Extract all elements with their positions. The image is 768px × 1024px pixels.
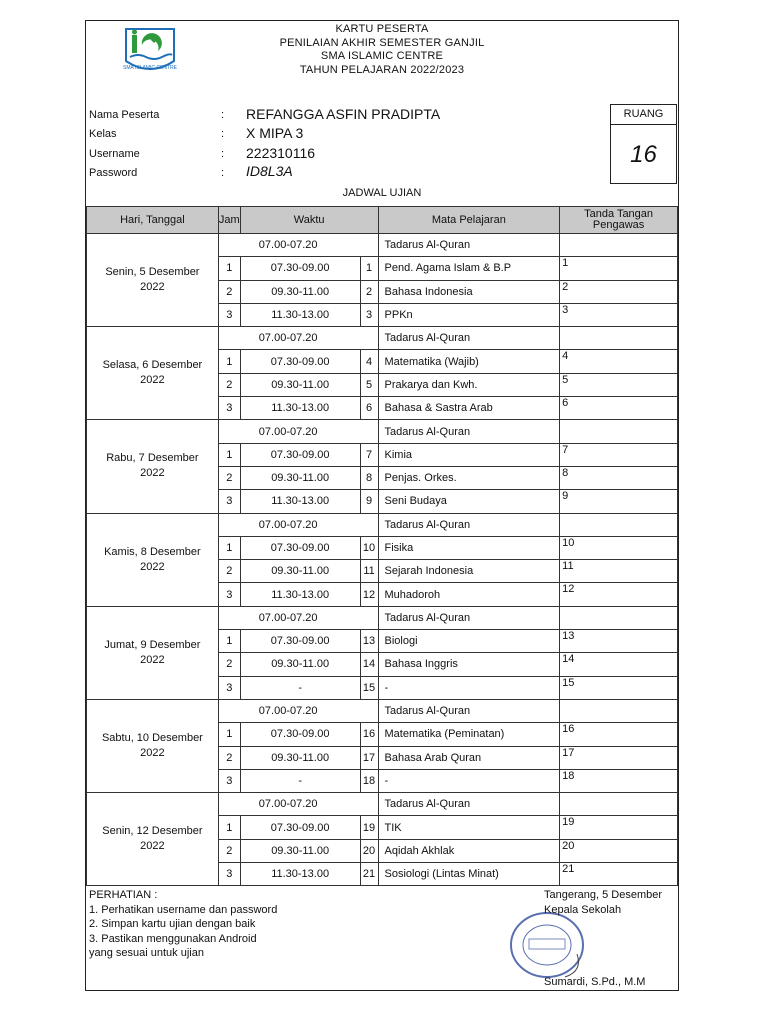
day-date: Rabu, 7 Desember 2022 — [87, 420, 219, 513]
signature-cell: 9 — [560, 490, 678, 513]
signature-cell: 1 — [560, 257, 678, 280]
table-row — [87, 699, 678, 722]
jam-cell: 3 — [218, 769, 240, 792]
col-mapel: Mata Pelajaran — [378, 207, 560, 234]
time-cell: 07.00-07.20 — [218, 606, 378, 629]
card-header — [86, 23, 678, 77]
signature-block — [544, 888, 662, 917]
signature-cell: 18 — [560, 769, 678, 792]
subject-number: 4 — [360, 350, 378, 373]
subject-cell: Matematika (Wajib) — [378, 350, 560, 373]
jam-cell: 3 — [218, 863, 240, 886]
subject-cell: Bahasa Arab Quran — [378, 746, 560, 769]
subject-cell: Seni Budaya — [378, 490, 560, 513]
colon: : — [221, 128, 225, 140]
signature-cell — [560, 513, 678, 536]
signature-cell — [560, 327, 678, 350]
notice — [89, 888, 277, 961]
signature-cell: 13 — [560, 630, 678, 653]
day-date: Jumat, 9 Desember 2022 — [87, 606, 219, 699]
table-row — [87, 606, 678, 629]
time-cell: 11.30-13.00 — [240, 397, 360, 420]
signature-cell: 6 — [560, 397, 678, 420]
notice-title: PERHATIAN : — [89, 889, 158, 901]
subject-number: 20 — [360, 839, 378, 862]
subject-number: 10 — [360, 536, 378, 559]
col-jam: Jam — [218, 207, 240, 234]
password-label: Password — [89, 167, 138, 179]
signature-cell: 12 — [560, 583, 678, 606]
password-row — [89, 163, 293, 179]
signature-cell: 7 — [560, 443, 678, 466]
subject-number: 11 — [360, 560, 378, 583]
subject-cell: Fisika — [378, 536, 560, 559]
subject-cell: Tadarus Al-Quran — [378, 699, 560, 722]
place-date: Tangerang, 5 Desember — [544, 889, 663, 901]
class-row — [89, 125, 304, 141]
subject-number: 9 — [360, 490, 378, 513]
schedule-table — [86, 206, 678, 886]
subject-cell: Sosiologi (Lintas Minat) — [378, 863, 560, 886]
time-cell: 07.00-07.20 — [218, 234, 378, 257]
signature-cell: 14 — [560, 653, 678, 676]
table-row — [87, 513, 678, 536]
colon: : — [221, 109, 225, 121]
signature-cell: 10 — [560, 536, 678, 559]
subject-number: 8 — [360, 466, 378, 489]
student-class: X MIPA 3 — [246, 125, 304, 141]
signature-cell: 8 — [560, 466, 678, 489]
subject-cell: TIK — [378, 816, 560, 839]
position: Kepala Sekolah — [544, 903, 622, 916]
time-cell: 09.30-11.00 — [240, 839, 360, 862]
day-date: Sabtu, 10 Desember 2022 — [87, 699, 219, 792]
time-cell: 11.30-13.00 — [240, 303, 360, 326]
subject-cell: Muhadoroh — [378, 583, 560, 606]
time-cell: 09.30-11.00 — [240, 373, 360, 396]
time-cell: 07.30-09.00 — [240, 443, 360, 466]
time-cell: - — [240, 769, 360, 792]
colon: : — [221, 148, 225, 160]
subject-cell: - — [378, 676, 560, 699]
subject-cell: Prakarya dan Kwh. — [378, 373, 560, 396]
table-row — [87, 793, 678, 816]
room-box — [610, 104, 677, 184]
col-ttd: Tanda Tangan Pengawas — [560, 207, 678, 234]
signature-cell — [560, 699, 678, 722]
subject-number: 2 — [360, 280, 378, 303]
subject-cell: Bahasa Inggris — [378, 653, 560, 676]
time-cell: 07.30-09.00 — [240, 257, 360, 280]
subject-cell: - — [378, 769, 560, 792]
jam-cell: 3 — [218, 490, 240, 513]
time-cell: 11.30-13.00 — [240, 490, 360, 513]
subject-cell: Biologi — [378, 630, 560, 653]
signature-cell: 5 — [560, 373, 678, 396]
subject-cell: Tadarus Al-Quran — [378, 606, 560, 629]
time-cell: 09.30-11.00 — [240, 280, 360, 303]
signature-cell: 21 — [560, 863, 678, 886]
time-cell: 09.30-11.00 — [240, 746, 360, 769]
subject-cell: Tadarus Al-Quran — [378, 420, 560, 443]
signature-cell: 2 — [560, 280, 678, 303]
header-year: TAHUN PELAJARAN 2022/2023 — [299, 63, 465, 76]
subject-number: 18 — [360, 769, 378, 792]
signer-name: Sumardi, S.Pd., M.M — [544, 976, 646, 988]
jam-cell: 1 — [218, 443, 240, 466]
time-cell: 11.30-13.00 — [240, 583, 360, 606]
subject-number: 19 — [360, 816, 378, 839]
class-label: Kelas — [89, 128, 117, 140]
time-cell: 07.00-07.20 — [218, 420, 378, 443]
time-cell: 07.30-09.00 — [240, 350, 360, 373]
exam-card — [85, 20, 679, 991]
subject-cell: Kimia — [378, 443, 560, 466]
subject-number: 5 — [360, 373, 378, 396]
signature-cell: 4 — [560, 350, 678, 373]
jam-cell: 3 — [218, 676, 240, 699]
subject-number: 1 — [360, 257, 378, 280]
table-row — [87, 234, 678, 257]
subject-number: 17 — [360, 746, 378, 769]
signature-cell: 11 — [560, 560, 678, 583]
notice-line: 3. Pastikan menggunakan Android — [89, 932, 257, 945]
subject-cell: Matematika (Peminatan) — [378, 723, 560, 746]
jam-cell: 1 — [218, 723, 240, 746]
day-date: Selasa, 6 Desember 2022 — [87, 327, 219, 420]
jam-cell: 2 — [218, 466, 240, 489]
signature-cell: 17 — [560, 746, 678, 769]
jam-cell: 3 — [218, 397, 240, 420]
time-cell: 11.30-13.00 — [240, 863, 360, 886]
jam-cell: 2 — [218, 746, 240, 769]
col-day: Hari, Tanggal — [87, 207, 219, 234]
signature-cell — [560, 793, 678, 816]
username-label: Username — [89, 148, 140, 160]
student-password: ID8L3A — [246, 163, 293, 179]
jam-cell: 2 — [218, 653, 240, 676]
subject-cell: Tadarus Al-Quran — [378, 327, 560, 350]
room-number: 16 — [630, 141, 657, 168]
subject-number: 6 — [360, 397, 378, 420]
subject-number: 13 — [360, 630, 378, 653]
subject-cell: Bahasa & Sastra Arab — [378, 397, 560, 420]
day-date: Senin, 12 Desember 2022 — [87, 793, 219, 886]
username-row — [89, 145, 316, 161]
subject-cell: Sejarah Indonesia — [378, 560, 560, 583]
schedule-title: JADWAL UJIAN — [342, 187, 422, 199]
notice-line: 2. Simpan kartu ujian dengan baik — [89, 918, 256, 930]
notice-line: 1. Perhatikan username dan password — [89, 903, 278, 916]
subject-number: 12 — [360, 583, 378, 606]
notice-line: yang sesuai untuk ujian — [89, 947, 204, 959]
signature-cell — [560, 234, 678, 257]
header-title: KARTU PESERTA — [335, 23, 429, 35]
colon: : — [221, 167, 225, 179]
time-cell: 07.30-09.00 — [240, 630, 360, 653]
signature-cell: 15 — [560, 676, 678, 699]
jam-cell: 1 — [218, 350, 240, 373]
subject-cell: Bahasa Indonesia — [378, 280, 560, 303]
jam-cell: 2 — [218, 839, 240, 862]
jam-cell: 1 — [218, 536, 240, 559]
school-stamp — [507, 909, 587, 981]
day-date: Senin, 5 Desember 2022 — [87, 234, 219, 327]
table-row — [87, 420, 678, 443]
table-row — [87, 327, 678, 350]
subject-cell: Tadarus Al-Quran — [378, 234, 560, 257]
subject-cell: Pend. Agama Islam & B.P — [378, 257, 560, 280]
svg-text:SMA ISLAMIC CENTRE: SMA ISLAMIC CENTRE — [123, 65, 177, 71]
jam-cell: 1 — [218, 816, 240, 839]
day-date: Kamis, 8 Desember 2022 — [87, 513, 219, 606]
time-cell: 07.00-07.20 — [218, 513, 378, 536]
room-label: RUANG — [611, 105, 676, 125]
time-cell: 07.30-09.00 — [240, 536, 360, 559]
signature-cell: 19 — [560, 816, 678, 839]
jam-cell: 2 — [218, 373, 240, 396]
student-name: REFANGGA ASFIN PRADIPTA — [246, 106, 441, 122]
subject-number: 3 — [360, 303, 378, 326]
header-exam: PENILAIAN AKHIR SEMESTER GANJIL — [279, 36, 485, 49]
time-cell: 07.00-07.20 — [218, 793, 378, 816]
jam-cell: 1 — [218, 257, 240, 280]
time-cell: 07.00-07.20 — [218, 699, 378, 722]
subject-number: 16 — [360, 723, 378, 746]
time-cell: 07.30-09.00 — [240, 723, 360, 746]
time-cell: 09.30-11.00 — [240, 560, 360, 583]
subject-number: 15 — [360, 676, 378, 699]
subject-cell: PPKn — [378, 303, 560, 326]
jam-cell: 2 — [218, 280, 240, 303]
signature-cell — [560, 420, 678, 443]
subject-cell: Tadarus Al-Quran — [378, 793, 560, 816]
subject-number: 7 — [360, 443, 378, 466]
name-row — [89, 106, 441, 122]
signature-cell — [560, 606, 678, 629]
header-school: SMA ISLAMIC CENTRE — [320, 50, 444, 62]
signature-cell: 16 — [560, 723, 678, 746]
subject-cell: Aqidah Akhlak — [378, 839, 560, 862]
jam-cell: 3 — [218, 583, 240, 606]
subject-cell: Penjas. Orkes. — [378, 466, 560, 489]
time-cell: 07.00-07.20 — [218, 327, 378, 350]
subject-cell: Tadarus Al-Quran — [378, 513, 560, 536]
jam-cell: 3 — [218, 303, 240, 326]
subject-number: 14 — [360, 653, 378, 676]
subject-number: 21 — [360, 863, 378, 886]
time-cell: 07.30-09.00 — [240, 816, 360, 839]
time-cell: 09.30-11.00 — [240, 653, 360, 676]
time-cell: - — [240, 676, 360, 699]
jam-cell: 2 — [218, 560, 240, 583]
signature-cell: 3 — [560, 303, 678, 326]
jam-cell: 1 — [218, 630, 240, 653]
col-waktu: Waktu — [240, 207, 378, 234]
signature-cell: 20 — [560, 839, 678, 862]
time-cell: 09.30-11.00 — [240, 466, 360, 489]
table-header — [87, 207, 678, 234]
student-username: 222310116 — [246, 145, 316, 161]
name-label: Nama Peserta — [89, 109, 160, 121]
